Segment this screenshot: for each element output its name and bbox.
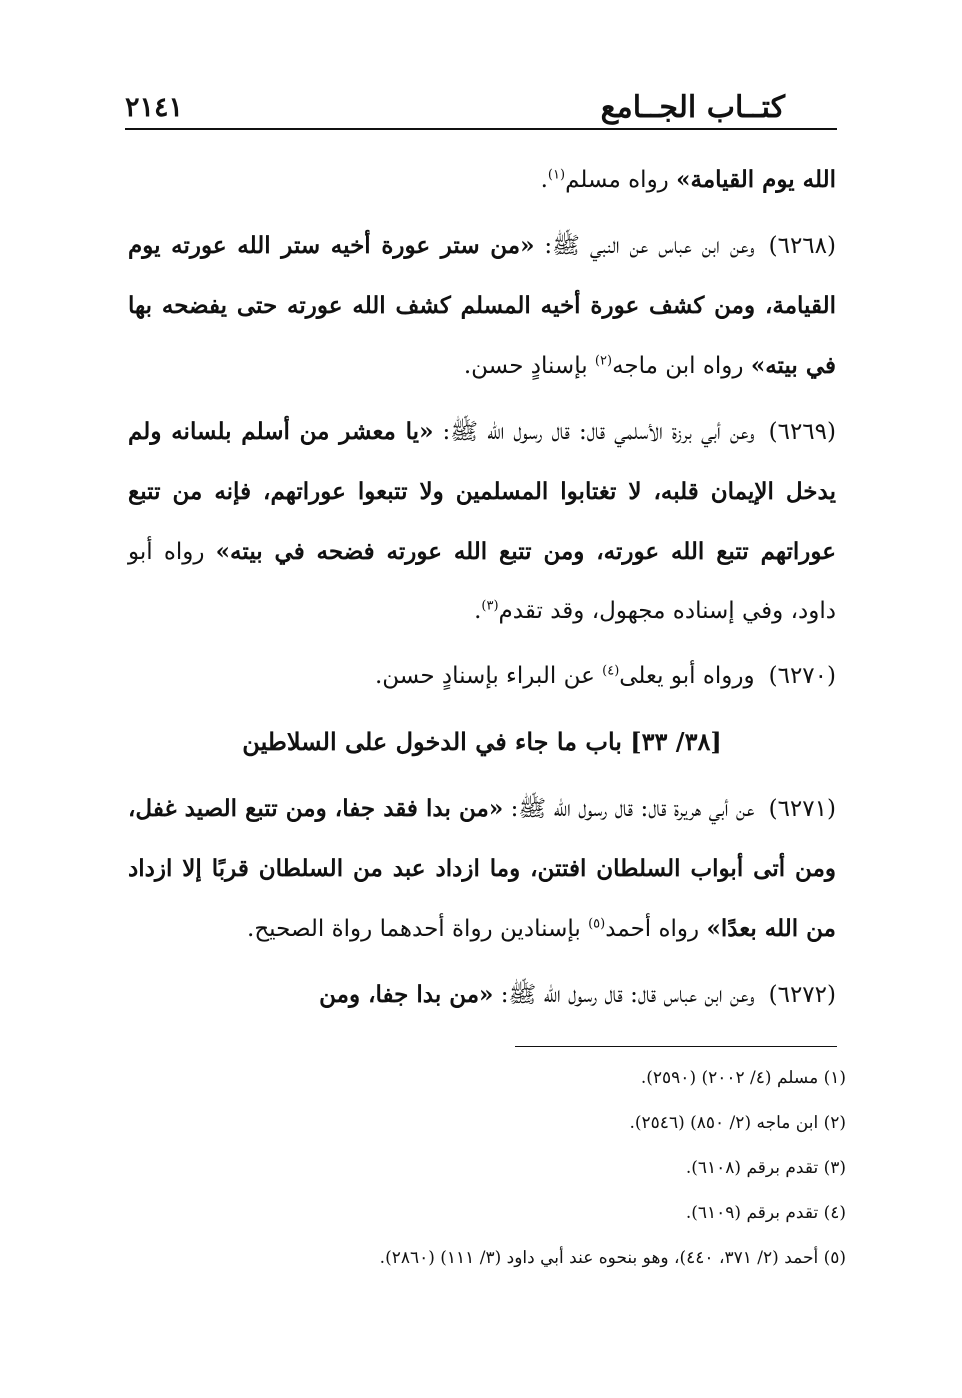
hadith-paragraph-6272 [128, 965, 836, 1025]
hadith-paragraph-6268 [128, 216, 836, 396]
hadith-number: (٦٢٦٨) [768, 233, 836, 259]
footnote-1: (١) مسلم (٤/ ٢٠٠٢) (٢٥٩٠). [640, 1068, 846, 1088]
hadith-number: (٦٢٦٩) [768, 419, 836, 445]
hadith-number: (٦٢٧٠) [768, 663, 836, 689]
source-end: عن البراء بإسنادٍ حسن. [374, 663, 603, 689]
source-text: رواه أحمد [605, 916, 707, 942]
running-title: كتــاب الجــامع [600, 90, 785, 125]
footnote-ref: (٣) [481, 598, 499, 614]
hadith-quote: «يا معشر من أسلم بلسانه ولم يدخل الإيمان قلبه، لا تغتابوا المسلمين ولا تتبعوا عوراتهم، فإنه من تتبع عوراتهم تتبع الله عورته، ومن تتبع الله عورته فضحه في بيته» [128, 418, 836, 565]
footnote-4: (٤) تقدم برقم (٦١٠٩). [685, 1203, 846, 1223]
footnote-ref: (١) [547, 167, 566, 183]
hadith-quote: «من بدا جفا، ومن [319, 981, 494, 1008]
hadith-intro: ورواه أبو يعلى [619, 663, 755, 689]
footnote-ref: (٢) [594, 353, 613, 369]
section-heading: [٣٨/ ٣٣] باب ما جاء في الدخول على السلاطين [242, 727, 722, 756]
footnote-5: (٥) أحمد (٢/ ٣٧١، ٤٤٠)، وهو بنحوه عند أبي داود (٣/ ١١١) (٢٨٦٠). [379, 1248, 846, 1268]
page-number: ٢١٤١ [125, 92, 184, 123]
footnotes [200, 1056, 846, 1281]
source-end: . [474, 598, 482, 624]
header-rule [125, 128, 837, 130]
main-text [128, 150, 836, 1031]
page-header [125, 88, 837, 130]
source-end: بإسنادين رواة أحدهما رواة الصحيح. [247, 916, 589, 942]
hadith-paragraph-6271 [128, 779, 836, 959]
source-end: بإسنادٍ حسن. [463, 353, 595, 379]
source-text: رواه ابن ماجه [612, 353, 751, 379]
hadith-intro: وعن ابن عباس قال: قال رسول الله ﷺ: [493, 982, 755, 1008]
hadith-quote: الله يوم القيامة» [676, 166, 836, 193]
hadith-paragraph-6270 [128, 647, 836, 706]
hadith-number: (٦٢٧١) [768, 796, 836, 822]
footnote-2: (٢) ابن ماجه (٢/ ٨٥٠) (٢٥٤٦). [629, 1113, 846, 1133]
source-text: رواه مسلم [565, 167, 677, 193]
hadith-number: (٦٢٧٢) [768, 982, 836, 1008]
hadith-intro: عن أبي هريرة قال: قال رسول الله ﷺ: [503, 796, 755, 822]
footnote-ref: (٤) [602, 663, 620, 679]
footnote-rule [515, 1046, 837, 1047]
hadith-paragraph-6269 [128, 402, 836, 641]
hadith-intro: وعن ابن عباس عن النبي ﷺ: [534, 233, 755, 259]
paragraph-continuation [128, 150, 836, 210]
source-text: رواه أبو داود، وفي إسناده مجهول، وقد تقدم [128, 539, 836, 624]
hadith-quote: «من ستر عورة أخيه ستر الله عورته يوم القيامة، ومن كشف عورة أخيه المسلم كشف الله عورته حتى يفضحه بها في بيته» [128, 232, 836, 379]
hadith-intro: وعن أبي برزة الأسلمي قال: قال رسول الله ﷺ: [433, 419, 755, 445]
footnote-ref: (٥) [588, 916, 606, 932]
footnote-3: (٣) تقدم برقم (٦١٠٨). [685, 1158, 846, 1178]
source-end: . [540, 167, 548, 193]
hadith-quote: «من بدا فقد جفا، ومن تتبع الصيد غفل، ومن أتى أبواب السلطان افتتن، وما ازداد عبد من السلطان قربًا إلا ازداد من الله بعدًا» [128, 795, 836, 942]
